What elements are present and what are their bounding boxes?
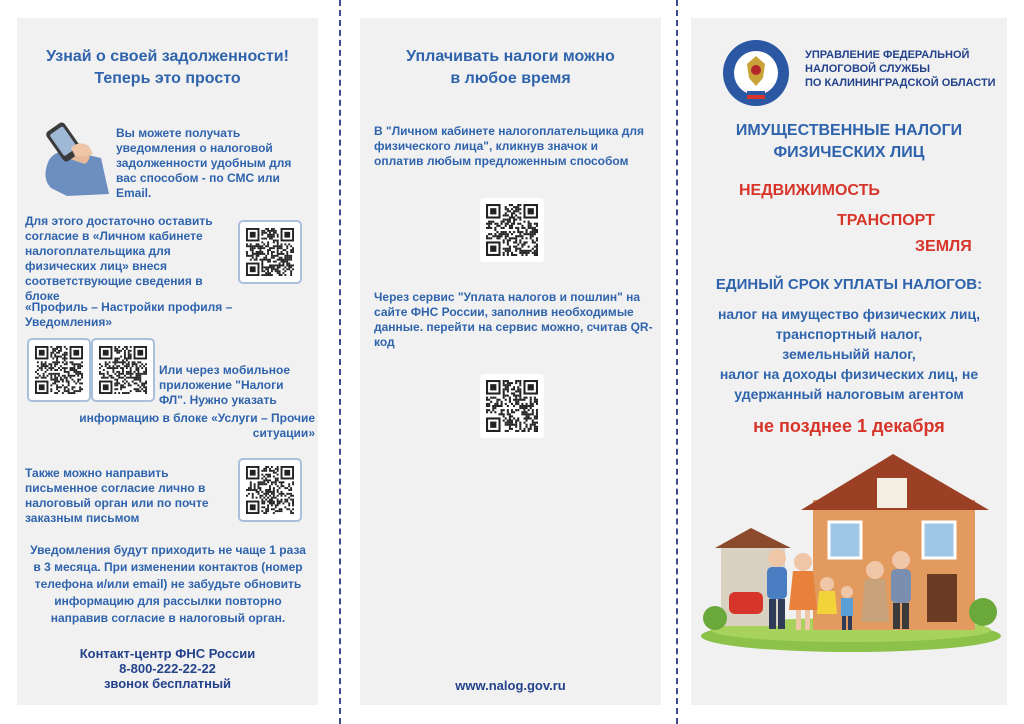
notify-text: Вы можете получать уведомления о налоговой задолженности удобным для вас способом - по СМС или Email. — [116, 126, 292, 200]
qr-code-icon[interactable] — [27, 338, 91, 402]
phone-hand-icon — [31, 118, 113, 198]
qr-code-icon[interactable] — [91, 338, 155, 402]
phone-number[interactable]: 8-800-222-22-22 — [119, 661, 216, 676]
tax-list: налог на имущество физических лиц, транспортный налог, земельныйй налог, налог на доходы физических лиц, не удержанный налоговым агентом — [717, 306, 981, 402]
written-consent-text: Также можно направить письменное согласие лично в налоговый орган или по почте заказным письмом — [25, 466, 209, 525]
website-link[interactable]: www.nalog.gov.ru — [455, 678, 566, 693]
house-family-illustration — [701, 452, 1001, 652]
app-path: информацию в блоке «Услуги – Прочие ситуации» — [79, 411, 315, 440]
contact-center: Контакт-центр ФНС России 8-800-222-22-22 звонок бесплатный — [17, 646, 318, 691]
category-land: ЗЕМЛЯ — [915, 238, 972, 255]
fns-emblem-icon — [721, 38, 791, 108]
qr-code-icon[interactable] — [238, 220, 302, 284]
left-title: Узнай о своей задолженности! Теперь это просто — [46, 48, 289, 87]
left-panel — [17, 18, 318, 705]
category-real-estate: НЕДВИЖИМОСТЬ — [739, 182, 880, 199]
consent-text: Для этого достаточно оставить согласие в «Личном кабинете налогоплательщика для физических лиц» внеся соответствующие сведения в блоке — [25, 214, 213, 303]
consent-path: «Профиль – Настройки профиля – Уведомления» — [25, 300, 233, 329]
deadline-heading: ЕДИНЫЙ СРОК УПЛАТЫ НАЛОГОВ: — [715, 276, 983, 293]
org-name: УПРАВЛЕНИЕ ФЕДЕРАЛЬНОЙ НАЛОГОВОЙ СЛУЖБЫ ПО КАЛИНИНГРАДСКОЙ ОБЛАСТИ — [805, 49, 996, 89]
qr-code-icon[interactable] — [478, 372, 546, 440]
right-heading: ИМУЩЕСТВЕННЫЕ НАЛОГИ ФИЗИЧЕСКИХ ЛИЦ — [735, 122, 963, 161]
category-transport: ТРАНСПОРТ — [837, 212, 935, 229]
deadline-date: не позднее 1 декабря — [753, 416, 945, 436]
cabinet-text: В "Личном кабинете налогоплательщика для физического лица", кликнув значок и оплатив любым предложенным способом — [374, 124, 644, 168]
middle-panel — [360, 18, 661, 705]
fold-line-right — [676, 0, 678, 724]
frequency-text: Уведомления будут приходить не чаще 1 раза в 3 месяца. При изменении контактов (номер телефона и/или email) не забудьте обновить информацию для рассылки повторно направив согласие в налоговый орган. — [30, 543, 306, 625]
fold-line-left — [339, 0, 341, 724]
right-panel — [691, 18, 1007, 705]
qr-code-icon[interactable] — [478, 196, 546, 264]
service-text: Через сервис "Уплата налогов и пошлин" на сайте ФНС России, заполнив необходимые данные. перейти на сервис можно, считав QR-код — [374, 290, 653, 349]
middle-title: Уплачивать налоги можно в любое время — [406, 48, 615, 87]
app-text: Или через мобильное приложение "Налоги ФЛ". Нужно указать — [159, 363, 290, 407]
qr-code-icon[interactable] — [238, 458, 302, 522]
